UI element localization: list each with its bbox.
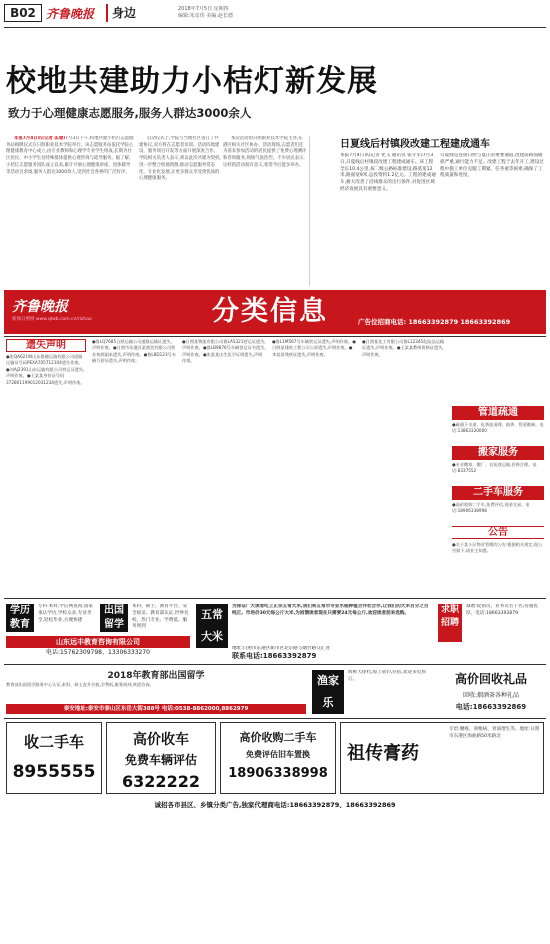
lost-list-1: ●张QA621W山东鲁晓运输有限公司道路运输证号码PEXA705712104遗失作废。●刘AJ2391山东运输有限公司营运证遗失,声明作废。●王某某身份证号码372801199012031234遗失,声明作废。 [6,354,85,385]
recycle-title: 高价回收礼品 [454,672,527,686]
rice-tag: 五常大米 [196,604,228,648]
page-number: B02 [4,4,42,22]
school-name: 山东远丰教育咨询有限公司 [6,636,190,648]
job-text: 诚聘:促销员、业务员若干名,待遇优厚。电话:18663392879 [466,604,538,616]
fish-text: 海鲜大排档,海上垂钓,住宿,欢迎来电预订。 [348,670,426,682]
rice-tel: 联系电话:18663392879 [232,652,317,660]
ad-used-car: 收二手车 8955555 [6,722,102,794]
footer-notice: 诚招各市县区、乡镇分类广告,独家代理商电话:18663392879、18663392869 [154,801,396,809]
ad-buy-used-car: 高价收购二手车 免费评估旧车置换 18906338998 [220,722,336,794]
school-tag: 学历教育 [6,604,34,632]
category-moving: 搬家服务 [452,446,544,460]
study-body: 教育部出国留学服务中心认证,本科、硕士直升名校,学费低,服务周到,欢迎咨询。 [6,682,154,687]
side-article-title: 日夏线后村镇段改建工程建成通车 [340,139,490,150]
classifieds-logo: 齐鲁晚报 [12,299,68,315]
traffic-text: ●疏通下水道、化粪池清理、抽粪、管道维修。电话:13863320000 [452,422,544,434]
lost-list-2: ●鲁LQ7685日照运输公司道路运输证遗失,声明作废。●日照市东港区某商贸有限公司营业执照副本遗失,声明作废。●鲁L8D123号车辆行驶证遗失,声明作废。 [92,339,176,364]
job-tag: 求职招聘 [438,604,462,642]
lost-list-5: ●日照某化工有限公司鲁L12345危险品运输证遗失,声明作废。●王某某教师资格证遗失,声明作废。 [362,339,445,357]
issue-meta: 2018年7月5日 星期四 编辑:朱彦伟 美编:赵长德 [178,6,233,19]
classifieds-title: 分类信息 [212,296,328,327]
subheadline: 致力于心理健康志愿服务,服务人群达3000余人 [8,106,252,120]
side-article-col2: 日夏线是连接日照与夏庄的重要通道,改建前路面破损严重,通行能力不足。改建工程于去年开工,建设过程中施工单位克服工期紧、任务重等困难,确保了工程质量和进度。 [440,153,544,179]
notice-text: ●关于某小区物业管理的公告:根据相关规定,现公告如下,请业主知悉。 [452,542,543,554]
article-column-2: 启动仪式上,学院与当地社区签订了共建协议,双方将在志愿者培训、活动阵地建设、服务项目开发等方面开展深度合作。学院相关负责人表示,将以此次共建为契机,进一步整合校地资源,推动志愿服务常态化、专业化发展,让更多群众享受到优质的心理健康服务。 [139,136,221,182]
recycle-tel: 电话:18663392869 [455,703,527,711]
study-text: 本科、硕士、教育平台、安全稳妥、教育部认证,世界名校、热门专业、学费低、服务周到 [132,604,189,630]
classifieds-hotline: 广告位招商电话: 18663392879 18663392869 [358,318,511,326]
rice-text: 为保证广大读者吃上正宗五常大米,我们和五常市专业水稻种植合作社合作,让我们的大米百分之百纯正。市场价30元每公斤大米,为回馈读者现在只需要24元每公斤,欢迎读者前来选购。 [232,604,429,616]
school-text: 专科·本科,学信网查询,国家承认学历,学校众多,专业齐全,轻松毕业,方便快捷 [38,604,93,623]
category-traffic: 管道疏通 [452,406,544,420]
ad-plaster: 祖传膏药 专治:腰疼、颈椎病、骨质增生等。地址:日照市东港区海曲路50米路北 [340,722,544,794]
lost-list-3: ●日照某物流有限公司鲁LA5321营运证遗失,声明作废。●鲁LB9876号车辆登记证书遗失,声明作废。●张某某出生医学证明遗失,声明作废。 [182,339,266,364]
study-tag: 出国留学 [100,604,128,632]
study-address: 泰安地址:泰安市泰山区东岳大街388号 电话:0538-8862000,8862979 [6,704,306,714]
lost-list-4: ●鲁L1M567号车辆营运证遗失,声明作废。●日照某建筑工程公司公章遗失,声明作废。●李某某残疾证遗失,声明作废。 [272,339,356,357]
fish-tag: 渔家乐 [312,670,344,714]
article-column-3: 本次活动由日照职业技术学院主办,东港区相关社区协办。活动现场,志愿者们还为前来参加活动的居民提供了免费心理测评和咨询服务,现场气氛热烈。不少居民表示,这样的活动很有意义,希望今后能多举办。 [223,136,307,168]
classifieds-url[interactable]: 新闻日照网 www.qlwb.com.cn/rizhao [12,317,92,322]
side-article-col1: 本报7月4日讯(记者 化玉 通讯员 张守军)7月3日,日夏线后村镇段改建工程建成通车。该工程全长10.4公里,按二级公路标准建设,路基宽12米,路面宽9米,总投资约1.2亿元。工程的建成通车,极大改善了沿线群众的出行条件,对促进区域经济发展具有重要意义。 [340,153,436,192]
study-title: 2018年教育部出国留学 [107,671,205,680]
ad-buy-car: 高价收车 免费车辆评估 6322222 [106,722,216,794]
category-secondhand: 二手车服务 [452,486,544,500]
header-rule [4,27,546,28]
headline: 校地共建助力小桔灯新发展 [6,64,378,99]
moving-text: ●专业搬家、搬厂、长短途运输,价格合理。电话:8337552 [452,462,537,474]
section-name: 身边 [106,4,146,22]
secondhand-text: ●高价收购二手车,免费评估,现金交易。电话:18906338998 [452,502,530,514]
category-lost: 遗失声明 [6,339,86,352]
rice-address: 地址:日照市东港区新市区北京路与烟台路交汇处 [232,646,331,651]
article-column-1: 本报7月4日讯(记者 匡瑜)7月3日下午,校地共建小桔灯志愿服务站揭牌仪式在日照职业技术学院举行。该志愿服务站依托学院心理健康教育中心成立,由专业教师和心理学专业学生组成,长期为社区居民、中小学生及特殊群体提供心理咨询与疏导服务。据了解,小桔灯志愿服务团队成立以来,累计开展心理健康讲座、团体辅导等活动百余场,服务人群达3000余人,受到社会各界的广泛好评。 [6,136,134,175]
column-divider [309,136,310,286]
recycle-text: 回收:烟酒茶各种礼品 [462,692,520,699]
newspaper-logo: 齐鲁晚报 [46,7,95,21]
category-notice: 公告 [452,526,544,539]
school-tel: 电话:15762309798、13306333270 [45,649,150,656]
